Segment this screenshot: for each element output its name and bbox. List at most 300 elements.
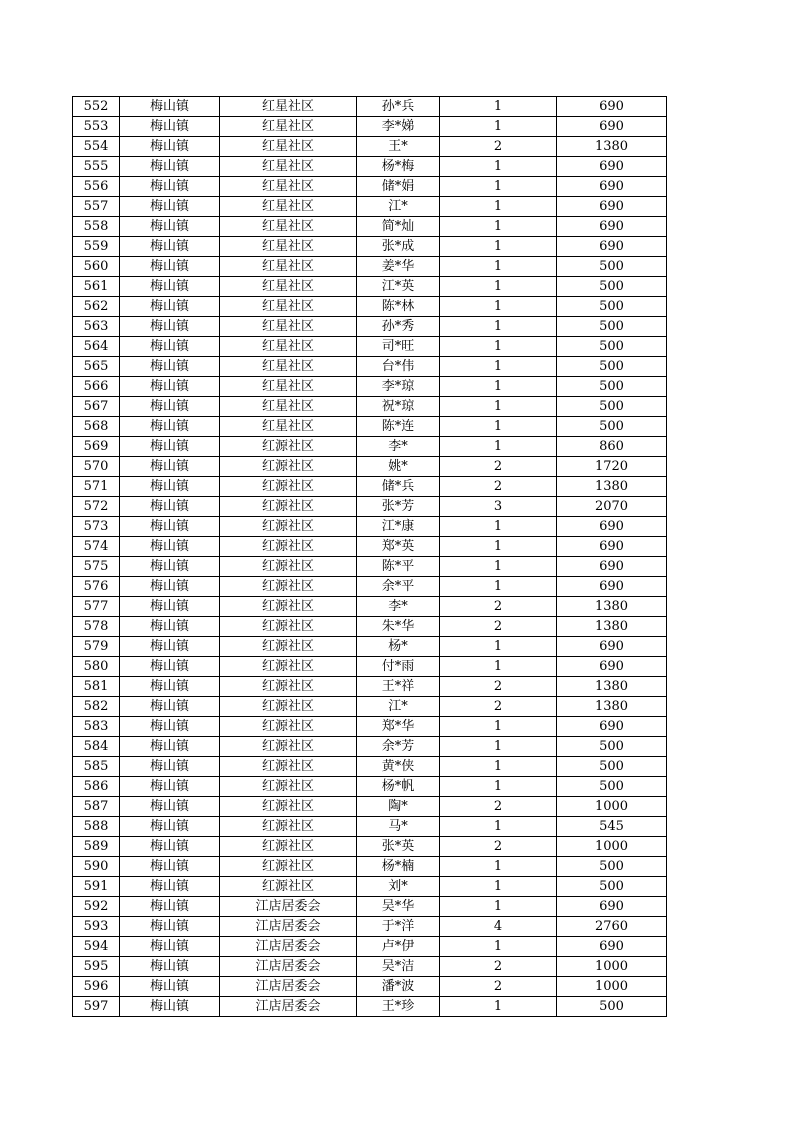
- town-cell: 梅山镇: [120, 737, 220, 757]
- table-row: [73, 137, 667, 157]
- town-cell: 梅山镇: [120, 257, 220, 277]
- name-cell: 江*康: [357, 517, 440, 537]
- town-cell: 梅山镇: [120, 857, 220, 877]
- community-cell: 红源社区: [220, 697, 357, 717]
- amount-cell: 500: [557, 417, 667, 437]
- table-row: [73, 917, 667, 937]
- count-cell: 1: [440, 257, 557, 277]
- count-cell: 1: [440, 657, 557, 677]
- community-cell: 江店居委会: [220, 957, 357, 977]
- community-cell: 红星社区: [220, 337, 357, 357]
- count-cell: 1: [440, 437, 557, 457]
- count-cell: 2: [440, 597, 557, 617]
- count-cell: 1: [440, 717, 557, 737]
- table-row: [73, 497, 667, 517]
- town-cell: 梅山镇: [120, 757, 220, 777]
- row-number-cell: 582: [73, 697, 120, 717]
- table-row: [73, 397, 667, 417]
- table-row: [73, 637, 667, 657]
- name-cell: 王*祥: [357, 677, 440, 697]
- row-number-cell: 568: [73, 417, 120, 437]
- amount-cell: 1000: [557, 957, 667, 977]
- community-cell: 红星社区: [220, 277, 357, 297]
- community-cell: 红星社区: [220, 377, 357, 397]
- name-cell: 储*兵: [357, 477, 440, 497]
- amount-cell: 545: [557, 817, 667, 837]
- name-cell: 杨*楠: [357, 857, 440, 877]
- table-row: [73, 477, 667, 497]
- name-cell: 江*: [357, 197, 440, 217]
- amount-cell: 1720: [557, 457, 667, 477]
- community-cell: 红源社区: [220, 657, 357, 677]
- count-cell: 1: [440, 357, 557, 377]
- town-cell: 梅山镇: [120, 717, 220, 737]
- community-cell: 江店居委会: [220, 997, 357, 1017]
- data-sheet: [72, 96, 667, 1017]
- community-cell: 江店居委会: [220, 977, 357, 997]
- amount-cell: 2070: [557, 497, 667, 517]
- amount-cell: 1380: [557, 597, 667, 617]
- amount-cell: 500: [557, 357, 667, 377]
- name-cell: 余*平: [357, 577, 440, 597]
- table-row: [73, 737, 667, 757]
- row-number-cell: 555: [73, 157, 120, 177]
- name-cell: 张*成: [357, 237, 440, 257]
- table-row: [73, 217, 667, 237]
- count-cell: 1: [440, 517, 557, 537]
- amount-cell: 500: [557, 337, 667, 357]
- row-number-cell: 570: [73, 457, 120, 477]
- name-cell: 刘*: [357, 877, 440, 897]
- count-cell: 2: [440, 797, 557, 817]
- name-cell: 付*雨: [357, 657, 440, 677]
- name-cell: 陈*平: [357, 557, 440, 577]
- community-cell: 红源社区: [220, 717, 357, 737]
- town-cell: 梅山镇: [120, 157, 220, 177]
- row-number-cell: 590: [73, 857, 120, 877]
- amount-cell: 690: [557, 637, 667, 657]
- row-number-cell: 593: [73, 917, 120, 937]
- table-row: [73, 717, 667, 737]
- amount-cell: 1380: [557, 477, 667, 497]
- community-cell: 红源社区: [220, 777, 357, 797]
- name-cell: 吴*华: [357, 897, 440, 917]
- table-row: [73, 317, 667, 337]
- community-cell: 红源社区: [220, 837, 357, 857]
- row-number-cell: 556: [73, 177, 120, 197]
- community-cell: 红星社区: [220, 237, 357, 257]
- table-row: [73, 877, 667, 897]
- count-cell: 1: [440, 297, 557, 317]
- amount-cell: 2760: [557, 917, 667, 937]
- town-cell: 梅山镇: [120, 837, 220, 857]
- town-cell: 梅山镇: [120, 977, 220, 997]
- name-cell: 张*英: [357, 837, 440, 857]
- count-cell: 1: [440, 337, 557, 357]
- records-table: [72, 96, 667, 1017]
- amount-cell: 500: [557, 397, 667, 417]
- count-cell: 2: [440, 837, 557, 857]
- row-number-cell: 569: [73, 437, 120, 457]
- count-cell: 1: [440, 817, 557, 837]
- amount-cell: 690: [557, 157, 667, 177]
- town-cell: 梅山镇: [120, 897, 220, 917]
- amount-cell: 500: [557, 777, 667, 797]
- name-cell: 储*娟: [357, 177, 440, 197]
- count-cell: 1: [440, 157, 557, 177]
- row-number-cell: 577: [73, 597, 120, 617]
- row-number-cell: 571: [73, 477, 120, 497]
- count-cell: 1: [440, 937, 557, 957]
- town-cell: 梅山镇: [120, 297, 220, 317]
- count-cell: 1: [440, 877, 557, 897]
- count-cell: 1: [440, 197, 557, 217]
- table-row: [73, 597, 667, 617]
- table-row: [73, 677, 667, 697]
- name-cell: 江*英: [357, 277, 440, 297]
- row-number-cell: 578: [73, 617, 120, 637]
- table-row: [73, 617, 667, 637]
- amount-cell: 690: [557, 117, 667, 137]
- name-cell: 王*: [357, 137, 440, 157]
- row-number-cell: 589: [73, 837, 120, 857]
- row-number-cell: 580: [73, 657, 120, 677]
- name-cell: 姜*华: [357, 257, 440, 277]
- row-number-cell: 557: [73, 197, 120, 217]
- amount-cell: 1000: [557, 797, 667, 817]
- table-row: [73, 757, 667, 777]
- community-cell: 红源社区: [220, 537, 357, 557]
- row-number-cell: 566: [73, 377, 120, 397]
- count-cell: 1: [440, 897, 557, 917]
- table-row: [73, 177, 667, 197]
- amount-cell: 690: [557, 97, 667, 117]
- amount-cell: 690: [557, 197, 667, 217]
- table-row: [73, 437, 667, 457]
- community-cell: 江店居委会: [220, 897, 357, 917]
- name-cell: 陈*连: [357, 417, 440, 437]
- table-row: [73, 537, 667, 557]
- count-cell: 1: [440, 97, 557, 117]
- community-cell: 红源社区: [220, 557, 357, 577]
- community-cell: 红星社区: [220, 417, 357, 437]
- count-cell: 3: [440, 497, 557, 517]
- amount-cell: 690: [557, 897, 667, 917]
- table-row: [73, 857, 667, 877]
- town-cell: 梅山镇: [120, 457, 220, 477]
- row-number-cell: 554: [73, 137, 120, 157]
- count-cell: 1: [440, 537, 557, 557]
- count-cell: 2: [440, 977, 557, 997]
- community-cell: 红源社区: [220, 577, 357, 597]
- table-row: [73, 417, 667, 437]
- row-number-cell: 581: [73, 677, 120, 697]
- amount-cell: 690: [557, 657, 667, 677]
- row-number-cell: 597: [73, 997, 120, 1017]
- community-cell: 红源社区: [220, 637, 357, 657]
- community-cell: 红星社区: [220, 137, 357, 157]
- count-cell: 1: [440, 557, 557, 577]
- table-row: [73, 197, 667, 217]
- town-cell: 梅山镇: [120, 237, 220, 257]
- name-cell: 郑*华: [357, 717, 440, 737]
- amount-cell: 500: [557, 857, 667, 877]
- name-cell: 孙*兵: [357, 97, 440, 117]
- town-cell: 梅山镇: [120, 917, 220, 937]
- amount-cell: 690: [557, 237, 667, 257]
- community-cell: 红星社区: [220, 217, 357, 237]
- amount-cell: 500: [557, 737, 667, 757]
- count-cell: 1: [440, 417, 557, 437]
- row-number-cell: 588: [73, 817, 120, 837]
- row-number-cell: 565: [73, 357, 120, 377]
- community-cell: 红星社区: [220, 297, 357, 317]
- count-cell: 2: [440, 477, 557, 497]
- row-number-cell: 583: [73, 717, 120, 737]
- table-row: [73, 997, 667, 1017]
- table-row: [73, 697, 667, 717]
- table-row: [73, 897, 667, 917]
- name-cell: 陶*: [357, 797, 440, 817]
- town-cell: 梅山镇: [120, 497, 220, 517]
- community-cell: 红星社区: [220, 397, 357, 417]
- name-cell: 王*珍: [357, 997, 440, 1017]
- town-cell: 梅山镇: [120, 337, 220, 357]
- name-cell: 杨*: [357, 637, 440, 657]
- row-number-cell: 567: [73, 397, 120, 417]
- table-row: [73, 797, 667, 817]
- table-row: [73, 237, 667, 257]
- row-number-cell: 591: [73, 877, 120, 897]
- name-cell: 郑*英: [357, 537, 440, 557]
- table-row: [73, 277, 667, 297]
- count-cell: 1: [440, 637, 557, 657]
- table-row: [73, 517, 667, 537]
- town-cell: 梅山镇: [120, 537, 220, 557]
- community-cell: 红星社区: [220, 197, 357, 217]
- table-row: [73, 837, 667, 857]
- amount-cell: 860: [557, 437, 667, 457]
- name-cell: 简*灿: [357, 217, 440, 237]
- town-cell: 梅山镇: [120, 437, 220, 457]
- table-row: [73, 357, 667, 377]
- row-number-cell: 585: [73, 757, 120, 777]
- count-cell: 1: [440, 117, 557, 137]
- amount-cell: 500: [557, 277, 667, 297]
- row-number-cell: 586: [73, 777, 120, 797]
- count-cell: 2: [440, 457, 557, 477]
- amount-cell: 690: [557, 217, 667, 237]
- count-cell: 2: [440, 137, 557, 157]
- community-cell: 红源社区: [220, 857, 357, 877]
- count-cell: 1: [440, 217, 557, 237]
- town-cell: 梅山镇: [120, 377, 220, 397]
- town-cell: 梅山镇: [120, 97, 220, 117]
- community-cell: 红源社区: [220, 757, 357, 777]
- row-number-cell: 595: [73, 957, 120, 977]
- community-cell: 红源社区: [220, 817, 357, 837]
- amount-cell: 1000: [557, 977, 667, 997]
- name-cell: 祝*琼: [357, 397, 440, 417]
- town-cell: 梅山镇: [120, 797, 220, 817]
- row-number-cell: 563: [73, 317, 120, 337]
- name-cell: 吴*洁: [357, 957, 440, 977]
- name-cell: 孙*秀: [357, 317, 440, 337]
- amount-cell: 1380: [557, 617, 667, 637]
- table-row: [73, 957, 667, 977]
- community-cell: 红星社区: [220, 177, 357, 197]
- community-cell: 红源社区: [220, 877, 357, 897]
- town-cell: 梅山镇: [120, 137, 220, 157]
- community-cell: 红源社区: [220, 437, 357, 457]
- community-cell: 红源社区: [220, 617, 357, 637]
- row-number-cell: 564: [73, 337, 120, 357]
- community-cell: 红源社区: [220, 797, 357, 817]
- community-cell: 红星社区: [220, 117, 357, 137]
- name-cell: 李*娣: [357, 117, 440, 137]
- row-number-cell: 576: [73, 577, 120, 597]
- amount-cell: 500: [557, 757, 667, 777]
- name-cell: 杨*梅: [357, 157, 440, 177]
- name-cell: 李*琼: [357, 377, 440, 397]
- name-cell: 李*: [357, 597, 440, 617]
- community-cell: 红源社区: [220, 497, 357, 517]
- count-cell: 1: [440, 737, 557, 757]
- row-number-cell: 562: [73, 297, 120, 317]
- row-number-cell: 560: [73, 257, 120, 277]
- community-cell: 红星社区: [220, 317, 357, 337]
- town-cell: 梅山镇: [120, 997, 220, 1017]
- town-cell: 梅山镇: [120, 877, 220, 897]
- town-cell: 梅山镇: [120, 217, 220, 237]
- table-row: [73, 557, 667, 577]
- town-cell: 梅山镇: [120, 637, 220, 657]
- count-cell: 1: [440, 377, 557, 397]
- town-cell: 梅山镇: [120, 417, 220, 437]
- town-cell: 梅山镇: [120, 937, 220, 957]
- town-cell: 梅山镇: [120, 517, 220, 537]
- town-cell: 梅山镇: [120, 357, 220, 377]
- community-cell: 红源社区: [220, 517, 357, 537]
- row-number-cell: 553: [73, 117, 120, 137]
- row-number-cell: 592: [73, 897, 120, 917]
- amount-cell: 690: [557, 937, 667, 957]
- name-cell: 陈*林: [357, 297, 440, 317]
- town-cell: 梅山镇: [120, 117, 220, 137]
- community-cell: 红星社区: [220, 257, 357, 277]
- community-cell: 红源社区: [220, 477, 357, 497]
- table-row: [73, 817, 667, 837]
- table-row: [73, 377, 667, 397]
- community-cell: 红星社区: [220, 97, 357, 117]
- amount-cell: 500: [557, 257, 667, 277]
- community-cell: 红源社区: [220, 457, 357, 477]
- town-cell: 梅山镇: [120, 317, 220, 337]
- town-cell: 梅山镇: [120, 777, 220, 797]
- name-cell: 司*旺: [357, 337, 440, 357]
- town-cell: 梅山镇: [120, 657, 220, 677]
- name-cell: 朱*华: [357, 617, 440, 637]
- count-cell: 1: [440, 237, 557, 257]
- table-row: [73, 157, 667, 177]
- amount-cell: 500: [557, 317, 667, 337]
- town-cell: 梅山镇: [120, 677, 220, 697]
- row-number-cell: 594: [73, 937, 120, 957]
- name-cell: 余*芳: [357, 737, 440, 757]
- amount-cell: 500: [557, 997, 667, 1017]
- town-cell: 梅山镇: [120, 577, 220, 597]
- amount-cell: 690: [557, 557, 667, 577]
- name-cell: 李*: [357, 437, 440, 457]
- town-cell: 梅山镇: [120, 697, 220, 717]
- amount-cell: 1380: [557, 137, 667, 157]
- community-cell: 红星社区: [220, 357, 357, 377]
- amount-cell: 690: [557, 517, 667, 537]
- name-cell: 杨*帆: [357, 777, 440, 797]
- town-cell: 梅山镇: [120, 477, 220, 497]
- row-number-cell: 572: [73, 497, 120, 517]
- name-cell: 马*: [357, 817, 440, 837]
- table-row: [73, 937, 667, 957]
- name-cell: 姚*: [357, 457, 440, 477]
- table-row: [73, 97, 667, 117]
- community-cell: 江店居委会: [220, 937, 357, 957]
- name-cell: 潘*波: [357, 977, 440, 997]
- town-cell: 梅山镇: [120, 197, 220, 217]
- count-cell: 1: [440, 997, 557, 1017]
- count-cell: 1: [440, 857, 557, 877]
- amount-cell: 1380: [557, 677, 667, 697]
- table-row: [73, 117, 667, 137]
- row-number-cell: 573: [73, 517, 120, 537]
- row-number-cell: 596: [73, 977, 120, 997]
- row-number-cell: 558: [73, 217, 120, 237]
- count-cell: 1: [440, 397, 557, 417]
- town-cell: 梅山镇: [120, 957, 220, 977]
- row-number-cell: 584: [73, 737, 120, 757]
- town-cell: 梅山镇: [120, 557, 220, 577]
- community-cell: 红源社区: [220, 597, 357, 617]
- row-number-cell: 579: [73, 637, 120, 657]
- amount-cell: 500: [557, 377, 667, 397]
- count-cell: 1: [440, 177, 557, 197]
- row-number-cell: 559: [73, 237, 120, 257]
- name-cell: 台*伟: [357, 357, 440, 377]
- amount-cell: 690: [557, 177, 667, 197]
- count-cell: 2: [440, 957, 557, 977]
- table-row: [73, 257, 667, 277]
- name-cell: 张*芳: [357, 497, 440, 517]
- town-cell: 梅山镇: [120, 397, 220, 417]
- town-cell: 梅山镇: [120, 277, 220, 297]
- name-cell: 卢*伊: [357, 937, 440, 957]
- table-row: [73, 577, 667, 597]
- amount-cell: 690: [557, 717, 667, 737]
- town-cell: 梅山镇: [120, 817, 220, 837]
- table-row: [73, 297, 667, 317]
- count-cell: 1: [440, 577, 557, 597]
- amount-cell: 1380: [557, 697, 667, 717]
- row-number-cell: 587: [73, 797, 120, 817]
- table-body: [73, 97, 667, 1017]
- table-row: [73, 337, 667, 357]
- count-cell: 2: [440, 677, 557, 697]
- table-row: [73, 777, 667, 797]
- amount-cell: 1000: [557, 837, 667, 857]
- community-cell: 红源社区: [220, 737, 357, 757]
- count-cell: 1: [440, 777, 557, 797]
- row-number-cell: 575: [73, 557, 120, 577]
